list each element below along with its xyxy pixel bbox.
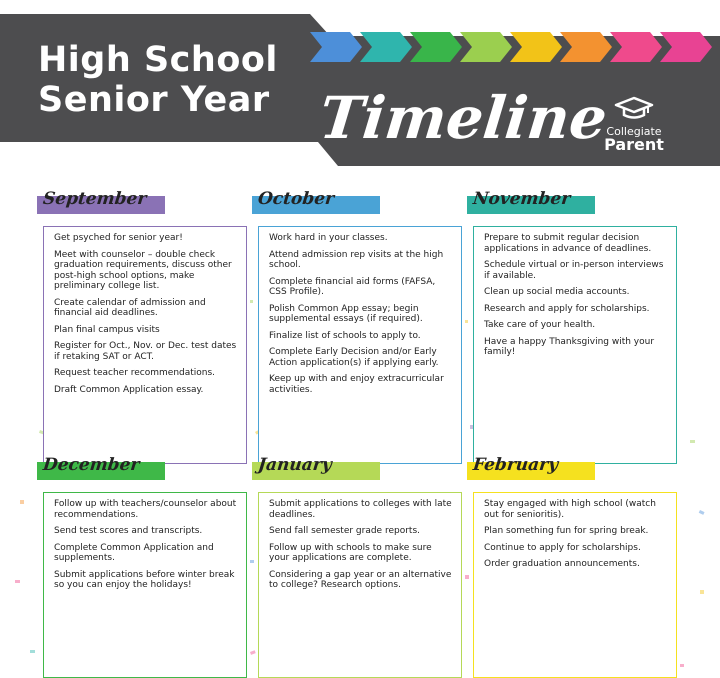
task-item: Complete Common Application and supplements. [54,542,214,563]
task-item: Send fall semester grade reports. [269,526,420,536]
task-item: Send test scores and transcripts. [54,526,203,536]
month-task-box [258,492,462,678]
task-item: Plan final campus visits [54,324,160,335]
chevron-arrow [610,32,662,62]
task-item: Submit applications before winter break so you can enjoy the holidays! [54,569,235,590]
task-item: Register for Oct., Nov. or Dec. test dates if retaking SAT or ACT. [54,341,237,362]
task-item: Stay engaged with high school (watch out for senioritis). [484,499,656,520]
task-item: Follow up with teachers/counselor about recommendations. [54,499,237,520]
task-item: Attend admission rep visits at the high school. [269,249,444,270]
month-title: February [471,455,560,475]
month-title: December [41,455,141,475]
chevron-arrow [660,32,712,62]
graduation-cap-icon [614,96,654,120]
task-item: Follow up with schools to make sure your applications are complete. [269,542,432,563]
title-line-2: Senior Year [38,80,270,120]
task-item: Polish Common App essay; begin supplemental essays (if required). [269,303,423,324]
task-item: Clean up social media accounts. [484,287,630,297]
task-item: Create calendar of admission and financial aid deadlines. [54,297,206,318]
header-banner [0,14,720,166]
task-item: Continue to apply for scholarships. [484,542,641,553]
month-task-box [258,226,462,464]
timeline-heading: Timeline [316,84,611,152]
task-item: Complete Early Decision and/or Early Action application(s) if applying early. [269,347,439,368]
task-item: Take care of your health. [484,320,596,330]
chevron-arrow [560,32,612,62]
chevron-arrow [460,32,512,62]
task-item: Request teacher recommendations. [54,368,216,378]
task-item: Research and apply for scholarships. [484,303,650,314]
chevron-arrow [410,32,462,62]
task-item: Have a happy Thanksgiving with your family! [484,336,655,357]
chevron-arrow [510,32,562,62]
logo-text-parent: Parent [604,135,664,154]
task-item: Plan something fun for spring break. [484,526,649,536]
month-title: November [471,189,572,209]
month-task-box [43,226,247,464]
title-line-1: High School [38,40,278,80]
month-title: September [41,189,148,209]
month-title: October [256,189,336,209]
task-item: Get psyched for senior year! [54,233,183,243]
task-item: Considering a gap year or an alternative to college? Research options. [269,569,452,590]
task-item: Submit applications to colleges with late deadlines. [269,499,452,520]
task-item: Meet with counselor – double check graduation requirements, discuss other post-high school options, make preliminary college list. [54,249,232,291]
chevron-arrow [310,32,362,62]
month-title: January [256,455,333,475]
chevron-arrow [360,32,412,62]
task-item: Draft Common Application essay. [54,384,204,395]
task-item: Complete financial aid forms (FAFSA, CSS Profile). [269,276,436,297]
chevron-strip [310,32,720,62]
task-item: Keep up with and enjoy extracurricular activities. [269,374,444,395]
task-item: Schedule virtual or in-person interviews if available. [484,260,664,281]
task-item: Order graduation announcements. [484,559,640,569]
logo-text-collegiate: Collegiate [606,125,662,138]
month-task-box [43,492,247,678]
month-task-box [473,226,677,464]
month-task-box [473,492,677,678]
collegiate-parent-logo [592,96,676,153]
task-item: Finalize list of schools to apply to. [269,330,421,341]
task-item: Prepare to submit regular decision applications in advance of deadlines. [484,233,652,254]
task-item: Work hard in your classes. [269,233,388,243]
